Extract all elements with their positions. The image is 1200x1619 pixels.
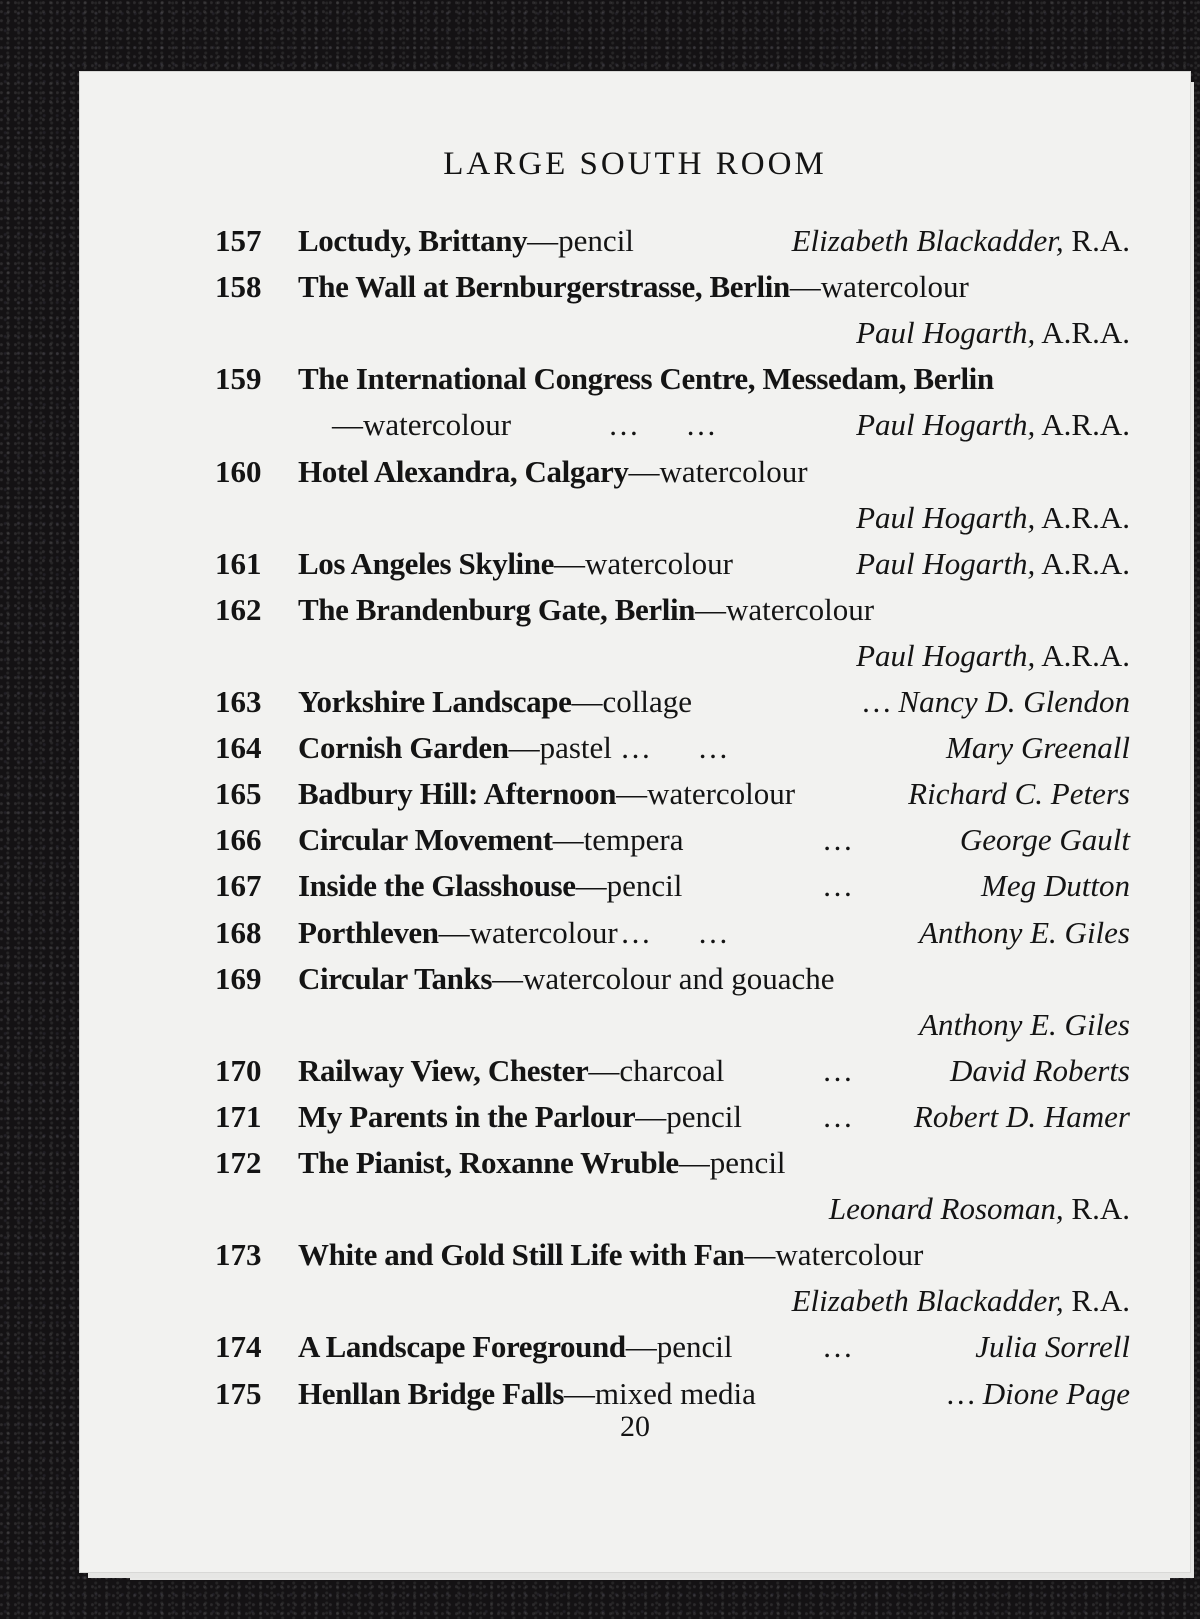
catalogue-line [80, 1002, 1190, 1048]
artist-credit [919, 1002, 1130, 1048]
catalogue-line [80, 1048, 1190, 1094]
artist-name: Meg Dutton [981, 868, 1130, 904]
entry-description [298, 863, 682, 909]
artwork-medium: —pencil [575, 868, 683, 904]
artist-credit [975, 1324, 1130, 1370]
artist-name: Paul Hogarth, [856, 315, 1036, 351]
catalogue-line [80, 1278, 1190, 1324]
entry-description [298, 356, 994, 402]
artist-honours: A.R.A. [1035, 499, 1130, 535]
entry-description [298, 1140, 786, 1186]
catalogue-line [80, 402, 1190, 448]
artwork-title: My Parents in the Parlour [298, 1098, 636, 1134]
entry-description [298, 541, 733, 587]
artist-honours: A.R.A. [1035, 315, 1130, 351]
entry-description [298, 218, 634, 264]
artist-credit [946, 725, 1130, 771]
entry-number: 163 [215, 684, 262, 719]
artist-name: George Gault [959, 822, 1130, 858]
entry-description [332, 402, 511, 448]
entry-description [298, 587, 874, 633]
artist-name: … Dione Page [947, 1375, 1130, 1411]
artist-credit [960, 817, 1130, 863]
artwork-medium: —pencil [635, 1098, 743, 1134]
artist-credit [856, 402, 1130, 448]
leader-dots: … … [620, 730, 729, 766]
catalogue-page [80, 72, 1190, 1572]
artwork-medium: —watercolour [789, 269, 969, 305]
catalogue-line [80, 310, 1190, 356]
artwork-title: The International Congress Centre, Messedam, Berlin [298, 361, 994, 397]
artist-name: Leonard Rosoman, [828, 1191, 1064, 1227]
entry-number: 162 [215, 591, 262, 627]
catalogue-line [80, 725, 1190, 771]
artist-honours: A.R.A. [1035, 545, 1130, 581]
artist-name: Richard C. Peters [908, 776, 1130, 812]
artwork-medium: —watercolour [744, 1237, 924, 1273]
artwork-medium: —pencil [678, 1145, 786, 1180]
entry-description [298, 1094, 742, 1140]
artwork-title: White and Gold Still Life with Fan [298, 1237, 745, 1273]
artwork-medium: —mixed media [563, 1375, 756, 1411]
artwork-title: Badbury Hill: Afternoon [298, 776, 617, 812]
leader-dots: … … [620, 914, 729, 950]
catalogue-line [80, 218, 1190, 264]
catalogue-line [80, 495, 1190, 541]
entry-number: 173 [215, 1237, 262, 1273]
artwork-medium: —charcoal [588, 1052, 725, 1088]
entry-description [298, 725, 612, 771]
leader-dots: … [822, 1052, 853, 1088]
artwork-title: Porthleven [298, 914, 439, 950]
artist-name: Robert D. Hamer [913, 1098, 1130, 1134]
leader-dots: … [822, 1329, 853, 1365]
entry-number: 171 [215, 1098, 262, 1134]
catalogue-line [80, 1232, 1190, 1278]
catalogue-line [80, 541, 1190, 587]
catalogue-line [80, 1324, 1190, 1370]
entry-number: 169 [215, 960, 262, 996]
entry-description [298, 449, 808, 495]
catalogue-line [80, 863, 1190, 909]
artist-credit [908, 771, 1130, 817]
artist-credit [914, 1094, 1130, 1140]
leader-dots: … [822, 868, 853, 904]
artist-name: Paul Hogarth, [856, 637, 1036, 673]
artwork-title: The Wall at Bernburgerstrasse, Berlin [298, 269, 790, 305]
artist-credit [792, 218, 1130, 264]
catalogue-line [80, 1186, 1190, 1232]
entry-description [298, 1232, 923, 1278]
catalogue-line [80, 1140, 1190, 1186]
artwork-medium: —pastel [508, 730, 612, 766]
catalogue-line [80, 1094, 1190, 1140]
artwork-title: Circular Tanks [298, 960, 492, 996]
entry-number: 161 [215, 545, 262, 581]
artwork-title: A Landscape Foreground [298, 1329, 626, 1365]
artist-credit [950, 1048, 1130, 1094]
artwork-medium: —watercolour [628, 453, 808, 489]
artist-name: Elizabeth Blackadder, [791, 223, 1064, 258]
artwork-title: Cornish Garden [298, 730, 509, 766]
artist-name: Anthony E. Giles [919, 1006, 1130, 1042]
artwork-title: Railway View, Chester [298, 1052, 589, 1088]
entry-number: 168 [215, 914, 262, 950]
artwork-medium: —watercolour [438, 914, 618, 950]
leader-dots: … [822, 822, 853, 858]
artist-credit [792, 1278, 1130, 1324]
artist-name: Julia Sorrell [975, 1329, 1130, 1365]
artist-name: David Roberts [950, 1052, 1130, 1088]
room-heading: LARGE SOUTH ROOM [443, 146, 827, 182]
artwork-medium: —watercolour [695, 591, 875, 627]
artist-honours: R.A. [1063, 1283, 1130, 1319]
entry-number: 170 [215, 1052, 262, 1088]
leader-dots: … [822, 1098, 853, 1134]
artist-credit [856, 633, 1130, 679]
artwork-title: Inside the Glasshouse [298, 868, 576, 904]
entry-number: 175 [215, 1375, 262, 1411]
artist-credit [829, 1186, 1130, 1232]
entry-description [298, 910, 618, 956]
artwork-medium: —pencil [625, 1329, 733, 1365]
entry-number: 164 [215, 730, 262, 766]
entry-description [298, 1324, 732, 1370]
entry-number: 174 [215, 1329, 262, 1365]
catalogue-line [80, 910, 1190, 956]
entry-description [298, 771, 795, 817]
artwork-medium: —watercolour [553, 545, 734, 581]
entry-number: 159 [215, 361, 262, 397]
catalogue-line [80, 449, 1190, 495]
entry-description [298, 1048, 724, 1094]
artist-name: Anthony E. Giles [919, 914, 1130, 950]
entry-description [298, 956, 835, 1002]
artwork-title: Henllan Bridge Falls [298, 1375, 564, 1411]
entry-number: 166 [215, 822, 262, 858]
entry-number: 165 [215, 776, 262, 812]
artist-honours: R.A. [1063, 223, 1130, 258]
artist-name: Paul Hogarth, [856, 545, 1036, 581]
entry-number: 158 [215, 269, 262, 305]
artist-credit [856, 495, 1130, 541]
catalogue-line [80, 264, 1190, 310]
entry-description [298, 817, 683, 863]
artist-credit [856, 310, 1130, 356]
artist-name: Paul Hogarth, [856, 499, 1036, 535]
artwork-medium: —collage [571, 684, 692, 719]
artist-name: Elizabeth Blackadder, [791, 1283, 1064, 1319]
artwork-title: Loctudy, Brittany [298, 223, 528, 258]
catalogue-line [80, 587, 1190, 633]
catalogue-line [80, 771, 1190, 817]
catalogue-line [80, 956, 1190, 1002]
artwork-title: Los Angeles Skyline [298, 545, 554, 581]
artwork-medium: —watercolour and gouache [491, 960, 835, 996]
artwork-title: Circular Movement [298, 822, 553, 858]
artist-honours: R.A. [1063, 1191, 1130, 1227]
artwork-title: The Brandenburg Gate, Berlin [298, 591, 695, 627]
catalogue-line [80, 679, 1190, 725]
entry-number: 160 [215, 453, 262, 489]
artwork-medium: —watercolour [616, 776, 796, 812]
artist-credit [856, 541, 1130, 587]
catalogue-line [80, 817, 1190, 863]
entry-number: 167 [215, 868, 262, 904]
entry-number: 157 [215, 223, 262, 258]
artwork-title: Yorkshire Landscape [298, 684, 572, 719]
entry-number: 172 [215, 1145, 262, 1180]
catalogue-line [80, 633, 1190, 679]
artist-honours: A.R.A. [1035, 407, 1130, 443]
artist-name: Paul Hogarth, [856, 407, 1036, 443]
artist-honours: A.R.A. [1035, 637, 1130, 673]
artist-credit [981, 863, 1130, 909]
catalogue-line [80, 356, 1190, 402]
entry-description [298, 679, 692, 725]
artist-name: Mary Greenall [946, 730, 1130, 766]
artist-name: … Nancy D. Glendon [863, 684, 1130, 719]
page-number: 20 [620, 1410, 650, 1443]
artwork-title: The Pianist, Roxanne Wruble [298, 1145, 679, 1180]
artwork-medium: —pencil [527, 223, 634, 258]
artwork-title: Hotel Alexandra, Calgary [298, 453, 629, 489]
artwork-medium: —watercolour [332, 407, 512, 443]
leader-dots: … … [608, 407, 717, 443]
artwork-medium: —tempera [552, 822, 684, 858]
artist-credit [919, 910, 1130, 956]
artist-credit [863, 679, 1130, 725]
entry-description [298, 264, 969, 310]
